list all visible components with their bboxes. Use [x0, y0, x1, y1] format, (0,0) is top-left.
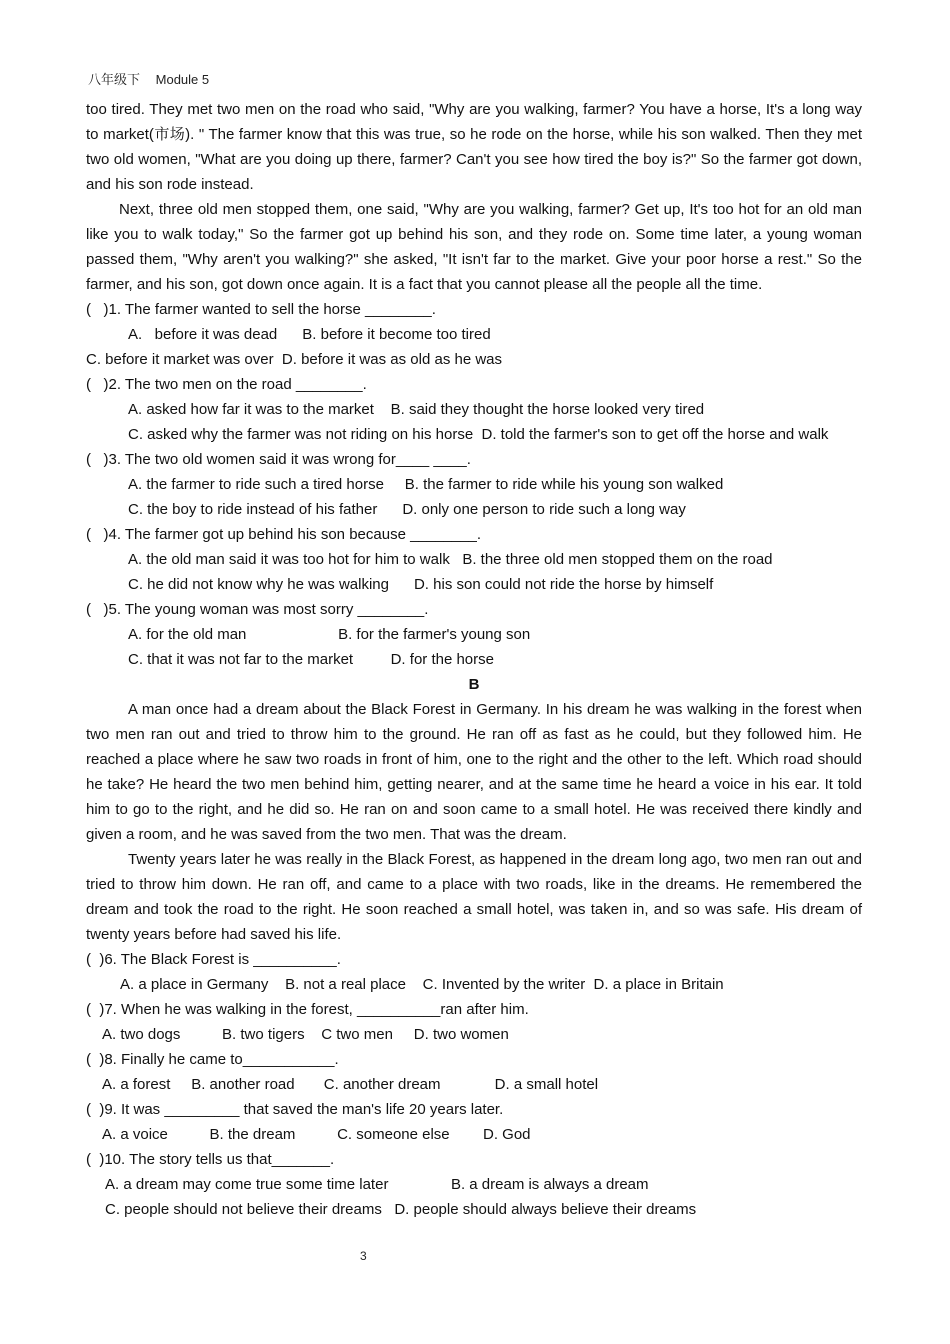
- page-number: 3: [360, 1249, 367, 1263]
- passage-a-paragraph-2: Next, three old men stopped them, one said, "Why are you walking, farmer? Get up, It's too hot for an old man like you to walk today," So the farmer got up behind his son, and they rode on. Some time later, a young woman passed them, "Why aren't you walking?" she asked, "It isn't far to the market. Give your poor horse a rest." So the farmer, and his son, got down once again. It is a fact that you cannot please all the people all the time.: [86, 201, 862, 293]
- question-2-options-line-2: C. asked why the farmer was not riding on his horse D. told the farmer's son to get off the horse and walk: [128, 426, 829, 443]
- question-2: ( )2. The two men on the road ________.: [86, 376, 367, 393]
- question-7-options-line-1: A. two dogs B. two tigers C two men D. two women: [102, 1026, 509, 1043]
- question-4-options-line-1: A. the old man said it was too hot for him to walk B. the three old men stopped them on the road: [128, 551, 773, 568]
- question-8-options-line-1: A. a forest B. another road C. another dream D. a small hotel: [102, 1076, 599, 1093]
- question-1-options-line-2: C. before it market was over D. before it was as old as he was: [86, 351, 503, 368]
- question-9-options-line-1: A. a voice B. the dream C. someone else D. God: [102, 1126, 531, 1143]
- question-2-options-line-1: A. asked how far it was to the market B. said they thought the horse looked very tired: [128, 401, 705, 418]
- passage-b-paragraph-1: A man once had a dream about the Black Forest in Germany. In his dream he was walking in the forest when two men ran out and tried to throw him to the ground. He ran off as fast as he could, but they followed him. He reached a place where he saw two roads in front of him, one to the right and the other to the left. Which road should he take? He heard the two men behind him, getting nearer, and at the same time he heard a voice in his ear. It told him to go to the right, and he did so. He ran on and soon came to a small hotel. He was received there kindly and given a room, and he was saved from the two men. That was the dream.: [86, 701, 862, 843]
- question-9: ( )9. It was _________ that saved the man's life 20 years later.: [86, 1101, 504, 1118]
- section-b-heading: B: [468, 676, 480, 693]
- question-1: ( )1. The farmer wanted to sell the horse ________.: [86, 301, 436, 318]
- question-10-options-line-2: C. people should not believe their dreams D. people should always believe their dreams: [105, 1201, 697, 1218]
- question-5-options-line-1: A. for the old man B. for the farmer's young son: [128, 626, 531, 643]
- question-4: ( )4. The farmer got up behind his son because ________.: [86, 526, 481, 543]
- question-3-options-line-2: C. the boy to ride instead of his father D. only one person to ride such a long way: [128, 501, 686, 518]
- question-5-options-line-2: C. that it was not far to the market D. for the horse: [128, 651, 494, 668]
- question-6-options-line-1: A. a place in Germany B. not a real place C. Invented by the writer D. a place in Britain: [120, 976, 724, 993]
- question-7: ( )7. When he was walking in the forest, __________ran after him.: [86, 1001, 529, 1018]
- passage-b-paragraph-2: Twenty years later he was really in the Black Forest, as happened in the dream long ago, two men ran out and tried to throw him down. He ran off, and came to a place with two roads, like in the dreams. He remembered the dream and took the road to the right. He soon reached a small hotel, was taken in, and so was safe. His dream of twenty years before had saved his life.: [86, 851, 862, 943]
- question-6: ( )6. The Black Forest is __________.: [86, 951, 341, 968]
- question-3: ( )3. The two old women said it was wrong for____ ____.: [86, 451, 471, 468]
- question-3-options-line-1: A. the farmer to ride such a tired horse B. the farmer to ride while his young son walked: [128, 476, 724, 493]
- passage-a-paragraph-1: too tired. They met two men on the road who said, "Why are you walking, farmer? You have a horse, It's a long way to market(市场). " The farmer know that this was true, so he rode on the horse, while his son walked. Then they met two old women, "What are you doing up there, farmer? Can't you see how tired the boy is?" So the farmer got down, and his son rode instead.: [86, 101, 862, 193]
- question-10: ( )10. The story tells us that_______.: [86, 1151, 335, 1168]
- question-4-options-line-2: C. he did not know why he was walking D. his son could not ride the horse by himself: [128, 576, 714, 593]
- module-label: Module 5: [155, 72, 210, 87]
- grade-label: 八年级下: [88, 72, 141, 87]
- question-1-options-line-1: A. before it was dead B. before it become too tired: [128, 326, 491, 343]
- document-body: [86, 97, 862, 1222]
- question-10-options-line-1: A. a dream may come true some time later B. a dream is always a dream: [105, 1176, 649, 1193]
- question-8: ( )8. Finally he came to___________.: [86, 1051, 339, 1068]
- page-header: [88, 69, 221, 88]
- question-5: ( )5. The young woman was most sorry ________.: [86, 601, 429, 618]
